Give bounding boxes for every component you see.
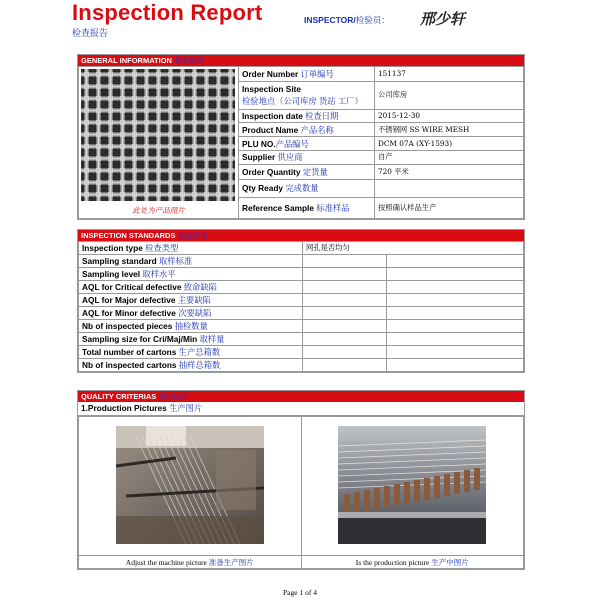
- supplier-value: 自产: [375, 150, 524, 164]
- photo-caption: 此处为产品照片: [132, 206, 185, 215]
- inspection-type-value: 网孔是否均匀: [303, 242, 524, 255]
- heading-en: INSPECTION STANDARDS: [81, 231, 176, 240]
- wire-mesh-photo: [81, 69, 235, 201]
- production-picture-caption: [301, 556, 524, 569]
- machine-setup-photo: [116, 426, 264, 544]
- inspected-pieces-label: [79, 320, 303, 333]
- heading-en: QUALITY CRITERIAS: [81, 392, 157, 401]
- order-number-value: 151137: [375, 67, 524, 82]
- inspection-type-label: [79, 242, 303, 255]
- plu-number-label: [239, 137, 375, 151]
- empty-cell: [387, 281, 524, 294]
- qty-ready-label: [239, 179, 375, 197]
- aql-critical-value: [303, 281, 387, 294]
- production-photo: [338, 426, 486, 544]
- inspection-date-label: [239, 109, 375, 123]
- sampling-level-label: [79, 268, 303, 281]
- order-quantity-label: [239, 164, 375, 179]
- order-quantity-value: 720 平米: [375, 164, 524, 179]
- quality-criterias-heading: [78, 391, 524, 402]
- label-en: AQL for Minor defective: [82, 308, 176, 318]
- inspector-label-cn: 检验员：: [355, 15, 390, 25]
- aql-minor-label: [79, 307, 303, 320]
- label-en: AQL for Major defective: [82, 295, 176, 305]
- label-cn: 取样水平: [142, 269, 176, 279]
- label-cn: 取样量: [199, 334, 225, 344]
- inspector-label: [304, 14, 390, 26]
- label-cn: 抽检数量: [174, 321, 208, 331]
- label-cn: 产品编号: [275, 138, 309, 149]
- report-subtitle: 检查报告: [72, 28, 109, 38]
- label-en: Supplier: [242, 152, 276, 163]
- label-cn: 生产图片: [169, 403, 203, 413]
- label-en: PLU NO.: [242, 138, 276, 149]
- inspection-date-value: 2015-12-30: [375, 109, 524, 123]
- supplier-label: [239, 150, 375, 164]
- heading-cn: 质量标准: [158, 392, 189, 401]
- product-photo-cell: [79, 67, 239, 219]
- inspector-signature: 邢少轩: [420, 10, 466, 28]
- label-en: AQL for Critical defective: [82, 282, 182, 292]
- page-number: Page 1 of 4: [283, 588, 317, 597]
- sampling-size-value: [303, 333, 387, 346]
- production-pictures-table: [78, 416, 524, 569]
- label-cn: 次要缺陷: [178, 308, 212, 318]
- aql-major-label: [79, 294, 303, 307]
- inspection-standards-table: [78, 241, 524, 372]
- label-en: Inspection Site: [242, 84, 302, 95]
- empty-cell: [387, 294, 524, 307]
- empty-cell: [387, 320, 524, 333]
- product-name-value: 不锈钢网 SS WIRE MESH: [375, 123, 524, 137]
- production-pictures-subheading: [78, 402, 524, 416]
- label-cn: 完成数量: [285, 183, 319, 194]
- aql-critical-label: [79, 281, 303, 294]
- inspection-standards-section: [77, 229, 525, 373]
- label-cn: 定货量: [302, 166, 328, 177]
- inspection-site-value: 公司库房: [375, 81, 524, 109]
- reference-sample-value: 按照确认样品生产: [375, 197, 524, 218]
- sampling-level-value: [303, 268, 387, 281]
- plu-number-value: DCM 07A (XY-1593): [375, 137, 524, 151]
- empty-cell: [387, 255, 524, 268]
- label-en: Sampling level: [82, 269, 141, 279]
- label-en: Sampling size for Cri/Maj/Min: [82, 334, 198, 344]
- caption-en: Adjust the machine picture: [125, 557, 207, 567]
- inspected-cartons-label: [79, 359, 303, 372]
- label-cn: 供应商: [277, 152, 303, 163]
- empty-cell: [387, 346, 524, 359]
- label-en: Nb of inspected pieces: [82, 321, 173, 331]
- label-en: Qty Ready: [242, 183, 284, 194]
- label-en: Inspection date: [242, 110, 303, 121]
- aql-major-value: [303, 294, 387, 307]
- label-en: Order Quantity: [242, 166, 301, 177]
- general-information-table: [78, 66, 524, 219]
- label-cn: 标准样品: [316, 202, 350, 213]
- sampling-standard-value: [303, 255, 387, 268]
- label-cn: 检查类型: [145, 243, 179, 253]
- product-name-label: [239, 123, 375, 137]
- machine-picture-cell: [79, 417, 302, 556]
- aql-minor-value: [303, 307, 387, 320]
- empty-cell: [387, 359, 524, 372]
- general-information-heading: [78, 55, 524, 66]
- empty-cell: [387, 307, 524, 320]
- inspected-cartons-value: [303, 359, 387, 372]
- empty-cell: [387, 268, 524, 281]
- caption-cn: 生产中图片: [431, 557, 469, 567]
- label-en: 1.Production Pictures: [81, 403, 167, 413]
- label-cn: 抽样总箱数: [178, 360, 221, 370]
- inspector-label-en: INSPECTOR/: [304, 15, 356, 25]
- label-cn: 检查日期: [305, 110, 339, 121]
- general-information-section: [77, 54, 525, 220]
- inspection-site-label: [239, 81, 375, 109]
- label-en: Order Number: [242, 68, 299, 79]
- label-en: Nb of inspected cartons: [82, 360, 177, 370]
- caption-cn: 准备生产图片: [208, 557, 254, 567]
- reference-sample-label: [239, 197, 375, 218]
- heading-en: GENERAL INFORMATION: [81, 56, 172, 65]
- label-cn: 取样标准: [159, 256, 193, 266]
- report-title: Inspection Report: [72, 0, 263, 25]
- label-cn: 产品名称: [300, 124, 334, 135]
- inspected-pieces-value: [303, 320, 387, 333]
- label-en: Reference Sample: [242, 202, 314, 213]
- empty-cell: [387, 333, 524, 346]
- qty-ready-value: [375, 179, 524, 197]
- quality-criterias-section: [77, 390, 525, 570]
- label-en: Sampling standard: [82, 256, 157, 266]
- label-cn: 订单编号: [300, 68, 334, 79]
- label-en: Product Name: [242, 124, 299, 135]
- label-cn: 生产总箱数: [178, 347, 221, 357]
- inspection-standards-heading: [78, 230, 524, 241]
- total-cartons-value: [303, 346, 387, 359]
- sampling-size-label: [79, 333, 303, 346]
- label-en: Total number of cartons: [82, 347, 177, 357]
- production-picture-cell: [301, 417, 524, 556]
- order-number-label: [239, 67, 375, 82]
- heading-cn: 基本信息: [173, 56, 204, 65]
- heading-cn: 检验标准: [177, 231, 208, 240]
- sampling-standard-label: [79, 255, 303, 268]
- label-cn: 致命缺陷: [183, 282, 217, 292]
- machine-picture-caption: [79, 556, 302, 569]
- label-cn: 主要缺陷: [177, 295, 211, 305]
- label-cn: 检验地点（公司库房 货站 工厂）: [242, 96, 363, 107]
- total-cartons-label: [79, 346, 303, 359]
- caption-en: Is the production picture: [355, 557, 430, 567]
- label-en: Inspection type: [82, 243, 143, 253]
